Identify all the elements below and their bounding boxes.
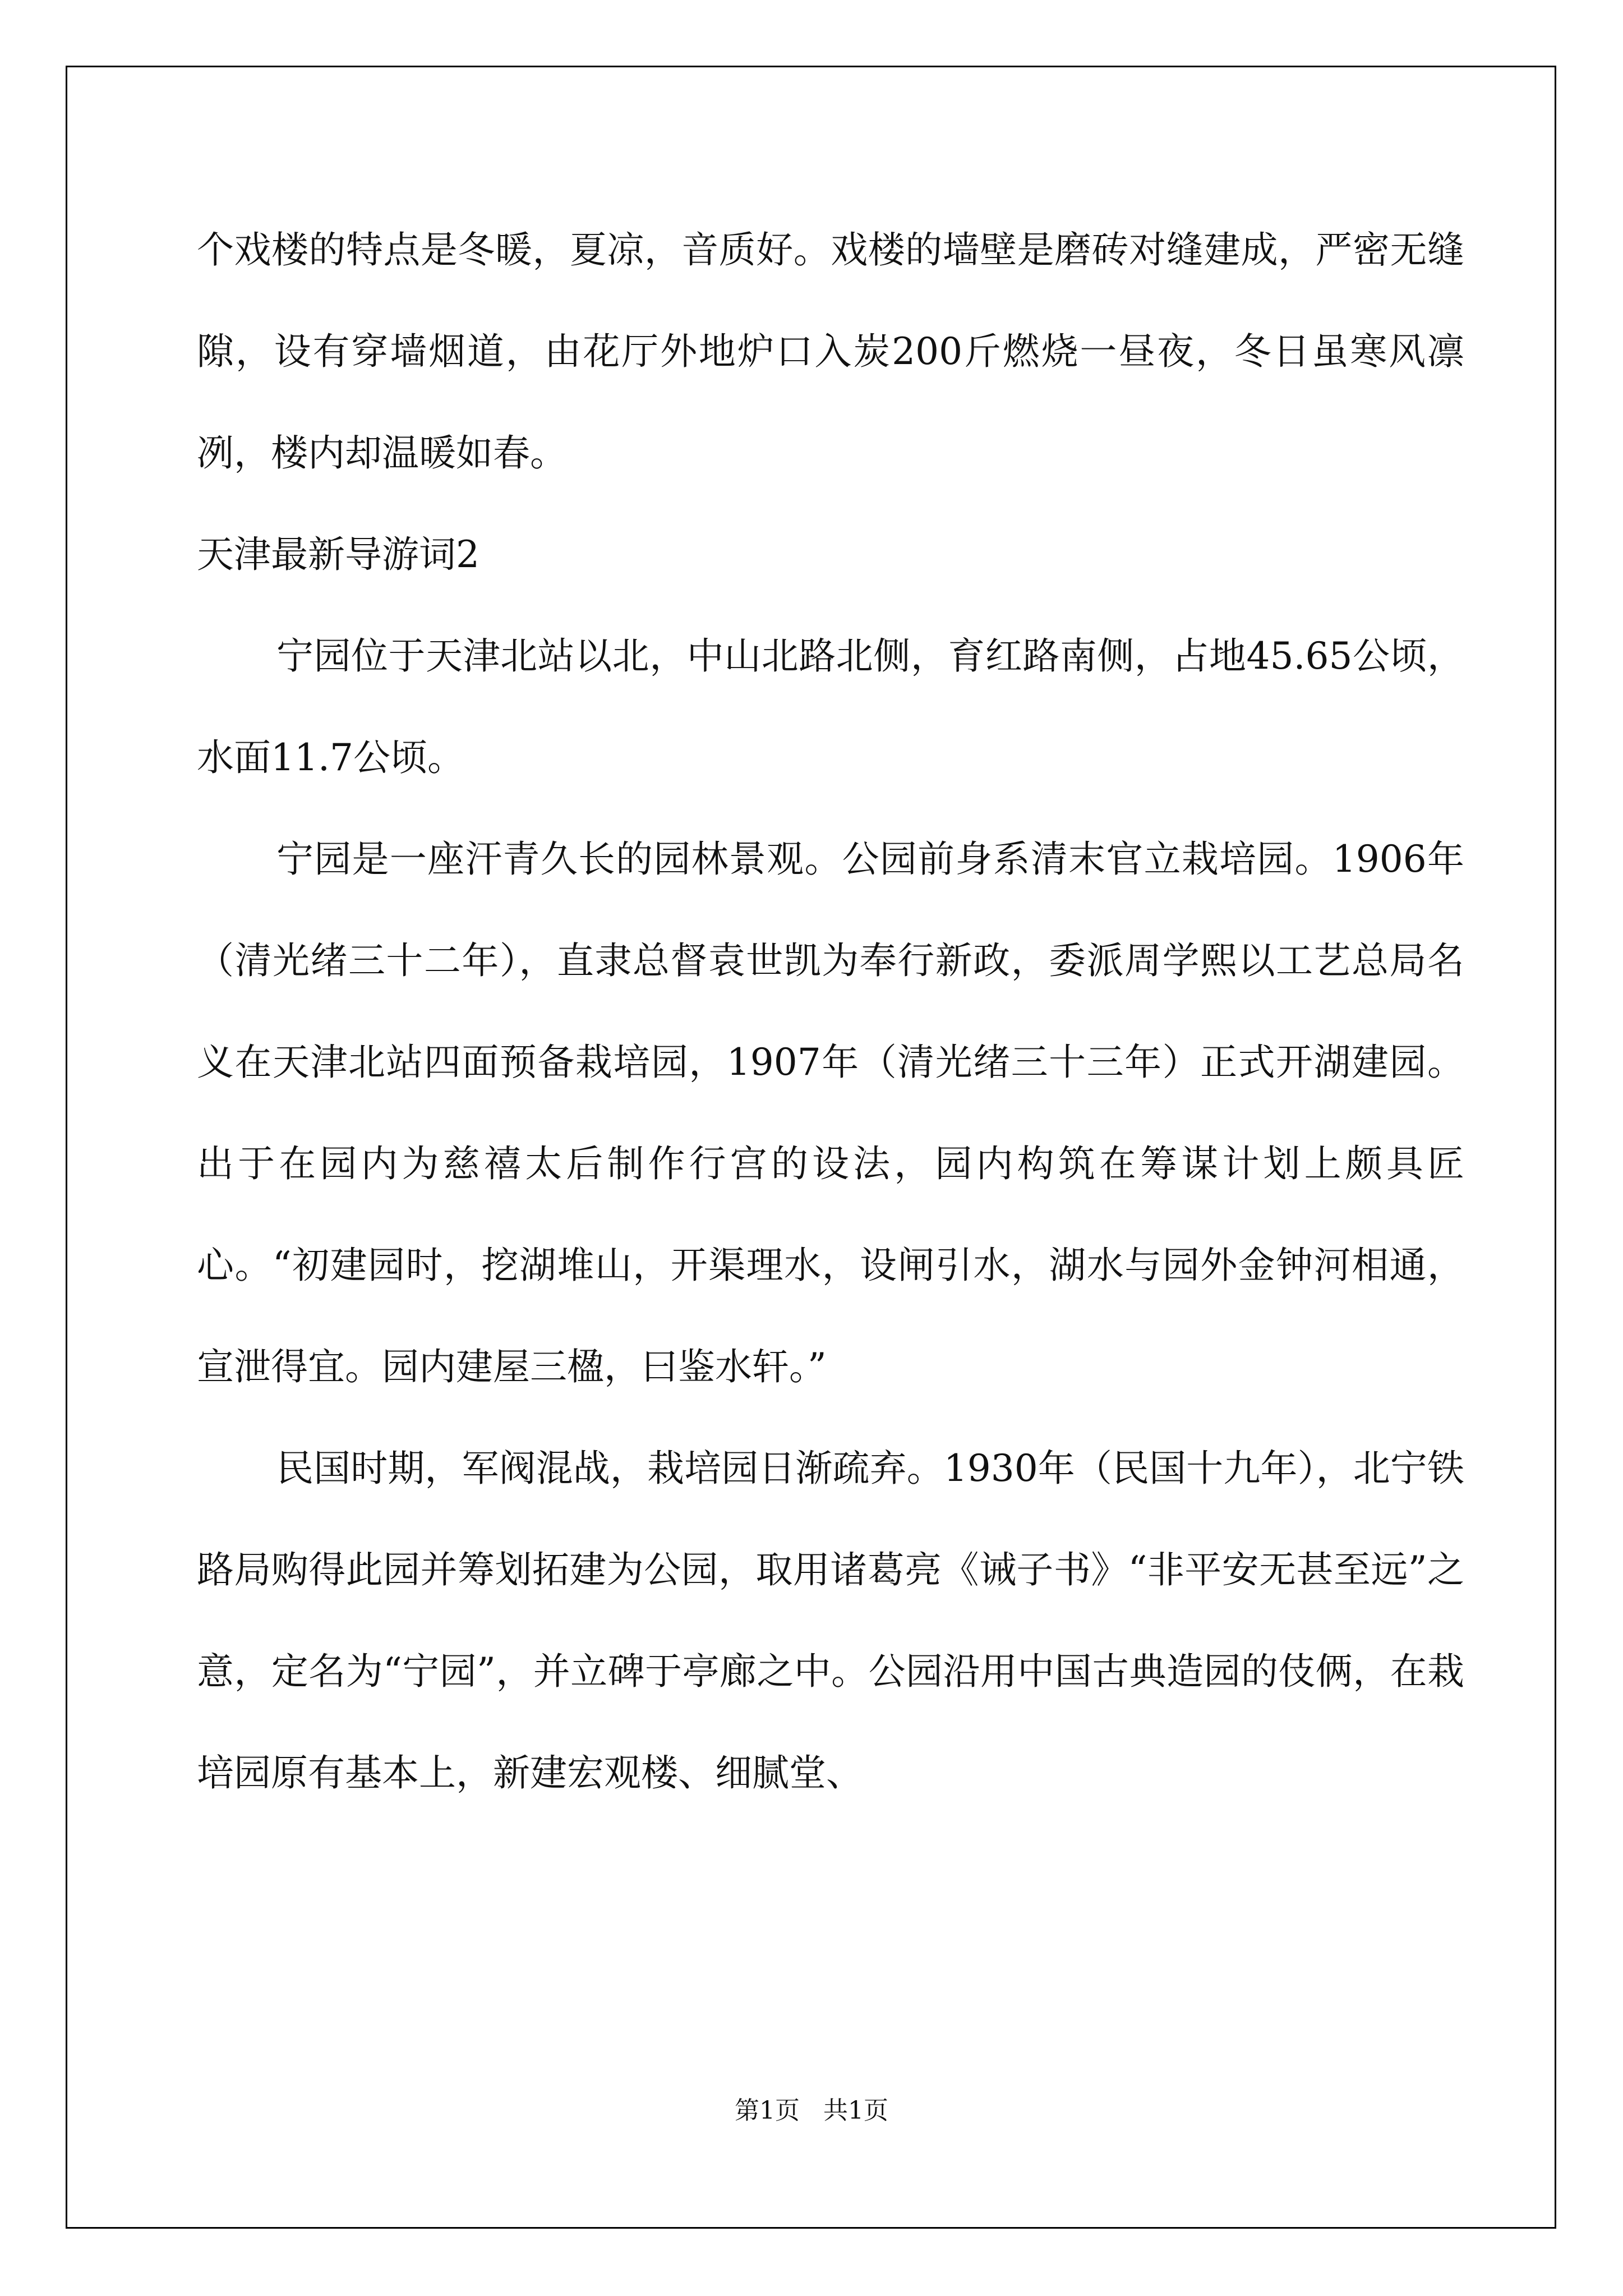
paragraph-ningyuan-location: 宁园位于天津北站以北，中山北路北侧，育红路南侧，占地45.65公顷，水面11.7公顷。: [197, 634, 1464, 779]
paragraph-republic-era: 民国时期，军阀混战，栽培园日渐疏弃。1930年（民国十九年），北宁铁路局购得此园并筹划拓建为公园，取用诸葛亮《诫子书》“非平安无甚至远”之意，定名为“宁园”，并立碑于亭廊之中。公园沿用中国古典造园的伎俩，在栽培园原有基本上，新建宏观楼、细腻堂、: [197, 1447, 1464, 1795]
section-heading: 天津最新导游词2: [197, 533, 479, 576]
paragraph-ningyuan-history: 宁园是一座汗青久长的园林景观。公园前身系清末官立栽培园。1906年（清光绪三十二年），直隶总督袁世凯为奉行新政，委派周学熙以工艺总局名义在天津北站四面预备栽培园，1907年（清光绪三十三年）正式开湖建园。出于在园内为慈禧太后制作行宫的设法，园内构筑在筹谋计划上颇具匠心。“初建园时，挖湖堆山，开渠理水，设闸引水，湖水与园外金钟河相通，宣泄得宜。园内建屋三楹，曰鉴水轩。”: [197, 838, 1464, 1388]
page-footer: 第1页 共1页: [735, 2096, 888, 2125]
document-body: [197, 199, 1464, 1824]
paragraph-opera-building: 个戏楼的特点是冬暖，夏凉，音质好。戏楼的墙壁是磨砖对缝建成，严密无缝隙，设有穿墙烟道，由花厅外地炉口入炭200斤燃烧一昼夜，冬日虽寒风凛冽，楼内却温暖如春。: [197, 228, 1464, 475]
